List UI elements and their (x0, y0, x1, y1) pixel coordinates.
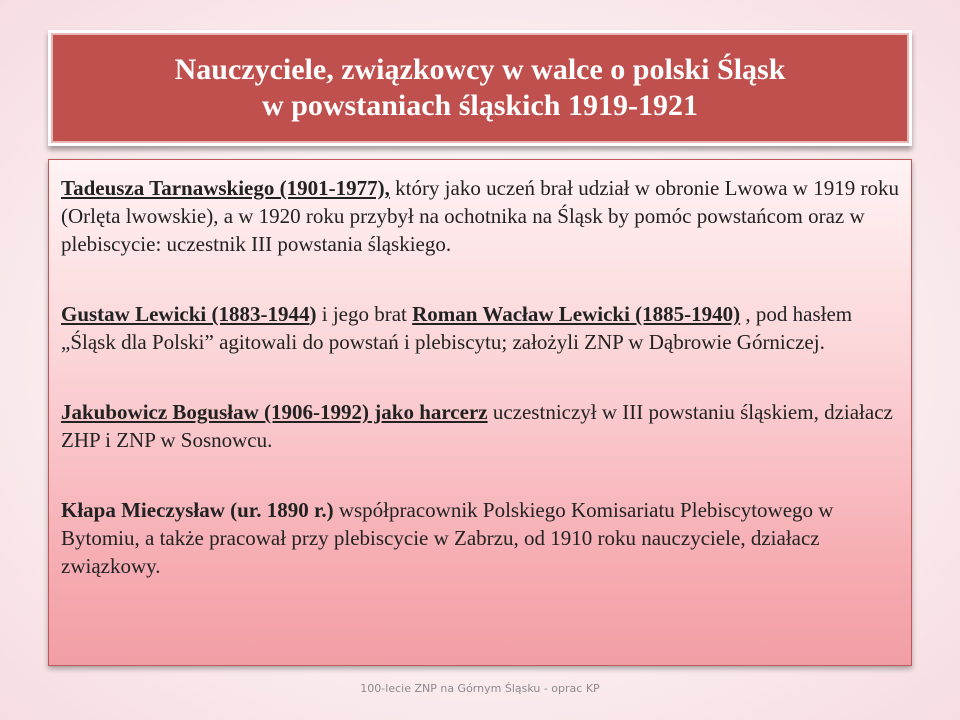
paragraph-text-klapa: współpracownik Polskiego Komisariatu Plebiscytowego w Bytomiu, a także pracował przy plebiscycie w Zabrzu, od 1910 roku nauczyciele, działacz związkowy. (61, 498, 834, 578)
person-name-jakubowicz: Jakubowicz Bogusław (1906-1992) jako harcerz (61, 400, 488, 424)
paragraph-klapa (61, 496, 901, 580)
paragraph-text-lewicki-2: , pod hasłem „Śląsk dla Polski” agitowali do powstań i plebiscytu; założyli ZNP w Dąbrowie Górniczej. (61, 302, 853, 354)
paragraph-text-lewicki-1: i jego brat (316, 302, 413, 326)
slide-title (48, 30, 912, 146)
person-name-roman-lewicki: Roman Wacław Lewicki (1885-1940) (412, 302, 741, 326)
paragraph-lewicki (61, 300, 901, 356)
content-box (48, 159, 912, 666)
person-name-gustaw-lewicki-end: ) (309, 302, 317, 326)
paragraph-text-tarnawski: który jako uczeń brał udział w obronie Lwowa w 1919 roku (Orlęta lwowskie), a w 1920 roku przybył na ochotnika na Śląsk by pomóc powstańcom oraz w plebiscycie: uczestnik III powstania śląskiego. (61, 176, 899, 256)
person-name-gustaw-lewicki: Gustaw Lewicki (1883-1944 (61, 302, 310, 326)
paragraph-jakubowicz (61, 398, 901, 454)
title-line-1: Nauczyciele, związkowcy w walce o polski Śląsk (174, 53, 786, 86)
person-name-klapa: Kłapa Mieczysław (ur. 1890 r.) (61, 498, 334, 522)
paragraph-tarnawski (61, 174, 901, 258)
paragraph-text-jakubowicz: uczestniczył w III powstaniu śląskiem, działacz ZHP i ZNP w Sosnowcu. (61, 400, 893, 452)
slide-footer: 100-lecie ZNP na Górnym Śląsku - oprac KP (360, 682, 600, 695)
title-line-2: w powstaniach śląskich 1919-1921 (262, 89, 698, 122)
person-name-tarnawski: Tadeusza Tarnawskiego (1901-1977), (61, 176, 390, 200)
